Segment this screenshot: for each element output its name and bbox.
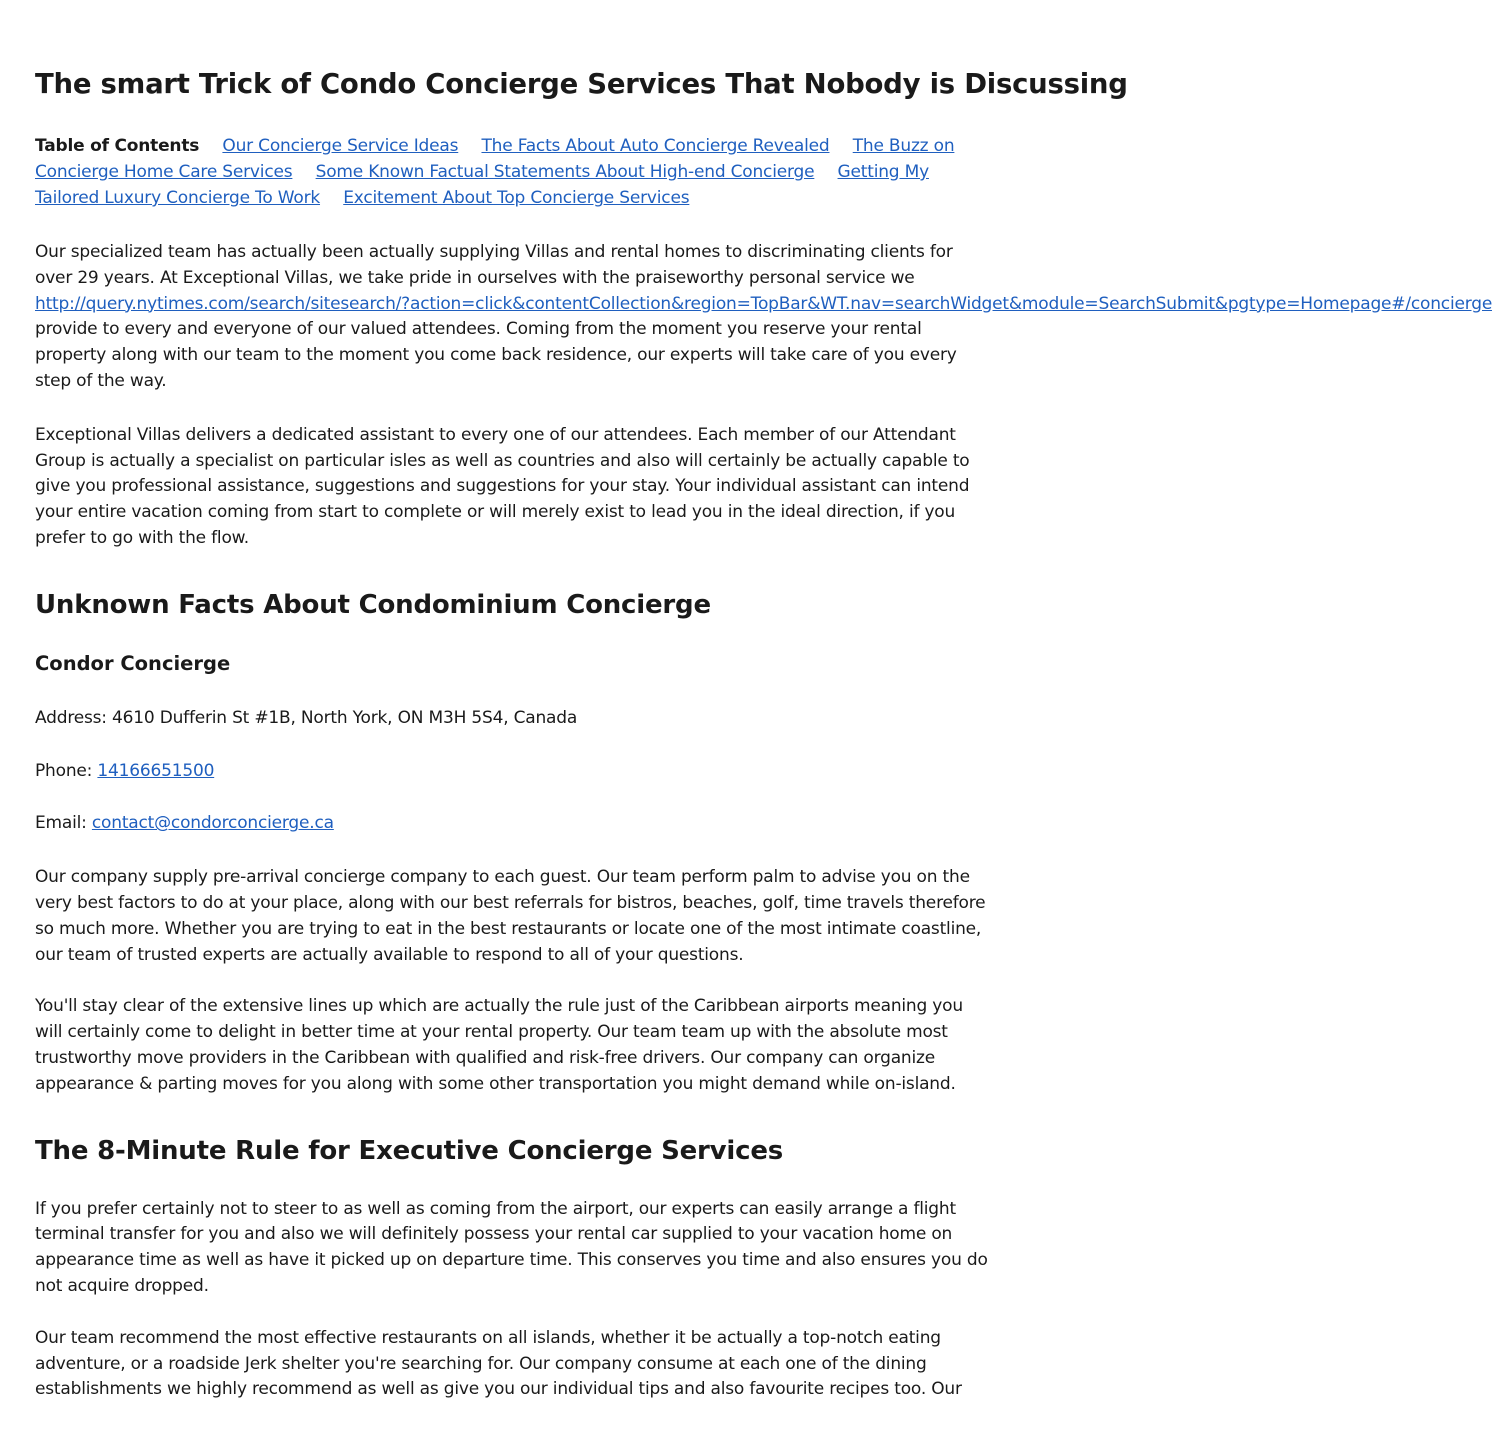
- toc-link-concierge-service-ideas[interactable]: Our Concierge Service Ideas: [222, 136, 459, 156]
- email-label: Email:: [35, 813, 92, 834]
- assistant-paragraph: Exceptional Villas delivers a dedicated assistant to every one of our attendees. Each member of our Attendant Group is actually a specialist on particular isles as well as countries and also will certainly be actually capable to give you professional assistance, suggestions and suggestions for your stay. Your individual assistant can intend your entire vacation coming from start to complete or will merely exist to lead you in the ideal direction, if you prefer to go with the flow.: [35, 424, 970, 548]
- business-email: [35, 811, 990, 837]
- toc-link-top-concierge-services[interactable]: Excitement About Top Concierge Services: [343, 188, 690, 208]
- page-title: The smart Trick of Condo Concierge Services That Nobody is Discussing: [35, 68, 1128, 100]
- toc-link-auto-concierge[interactable]: The Facts About Auto Concierge Revealed: [481, 136, 830, 156]
- pre-arrival-paragraph: Our company supply pre-arrival concierge company to each guest. Our team perform palm to advise you on the very best factors to do at your place, along with our best referrals for bistros, beaches, golf, time travels therefore so much more. Whether you are trying to eat in the best restaurants or locate one of the most intimate coastline, our team of trusted experts are actually available to respond to all of your questions.: [35, 867, 986, 965]
- business-name: Condor Concierge: [35, 651, 231, 675]
- section-heading-executive-concierge: The 8-Minute Rule for Executive Concierge Services: [35, 1135, 784, 1166]
- airport-transfer-paragraph: If you prefer certainly not to steer to as well as coming from the airport, our experts can easily arrange a flight terminal transfer for you and also we will definitely possess your rental car supplied to your vacation home on appearance time as well as have it picked up on departure time. This conserves you time and also ensures you do not acquire dropped.: [35, 1198, 988, 1296]
- nytimes-search-link[interactable]: http://query.nytimes.com/search/sitesearch/?action=click&contentCollection&region=TopBar&WT.nav=searchWidget&module=SearchSubmit&pgtype=Homepage#/concierge: [35, 293, 1492, 314]
- toc-link-home-care-services[interactable]: The Buzz on Concierge Home Care Services: [35, 136, 955, 182]
- section-heading-condominium-concierge: Unknown Facts About Condominium Concierge: [35, 589, 711, 620]
- restaurants-paragraph: Our team recommend the most effective restaurants on all islands, whether it be actually a top-notch eating adventure, or a roadside Jerk shelter you're searching for. Our company consume at each one of the dining establishments we highly recommend as well as give you our individual tips and also favourite recipes too. Our: [35, 1327, 962, 1400]
- table-of-contents: [35, 133, 990, 211]
- phone-label: Phone:: [35, 760, 98, 781]
- business-phone: [35, 759, 990, 785]
- toc-link-high-end-concierge[interactable]: Some Known Factual Statements About High-end Concierge: [315, 162, 815, 182]
- email-link[interactable]: contact@condorconcierge.ca: [91, 813, 334, 834]
- toc-label: Table of Contents: [35, 136, 200, 156]
- intro-paragraph: [35, 240, 1492, 395]
- intro-text-end: provide to every and everyone of our valued attendees. Coming from the moment you reserve your rental property along with our team to the moment you come back residence, our experts will take care of you every step of the way.: [35, 319, 957, 391]
- transfer-paragraph: You'll stay clear of the extensive lines up which are actually the rule just of the Caribbean airports meaning you will certainly come to delight in better time at your rental property. Our team team up with the absolute most trustworthy move providers in the Caribbean with qualified and risk-free drivers. Our company can organize appearance & parting moves for you along with some other transportation you might demand while on-island.: [35, 996, 963, 1094]
- toc-link-tailored-luxury-concierge[interactable]: Getting My Tailored Luxury Concierge To Work: [35, 162, 929, 208]
- phone-link[interactable]: 14166651500: [97, 760, 215, 781]
- intro-text-start: Our specialized team has actually been actually supplying Villas and rental homes to discriminating clients for over 29 years. At Exceptional Villas, we take pride in ourselves with the praiseworthy personal service we: [35, 242, 953, 288]
- business-address: Address: 4610 Dufferin St #1B, North York, ON M3H 5S4, Canada: [35, 707, 578, 728]
